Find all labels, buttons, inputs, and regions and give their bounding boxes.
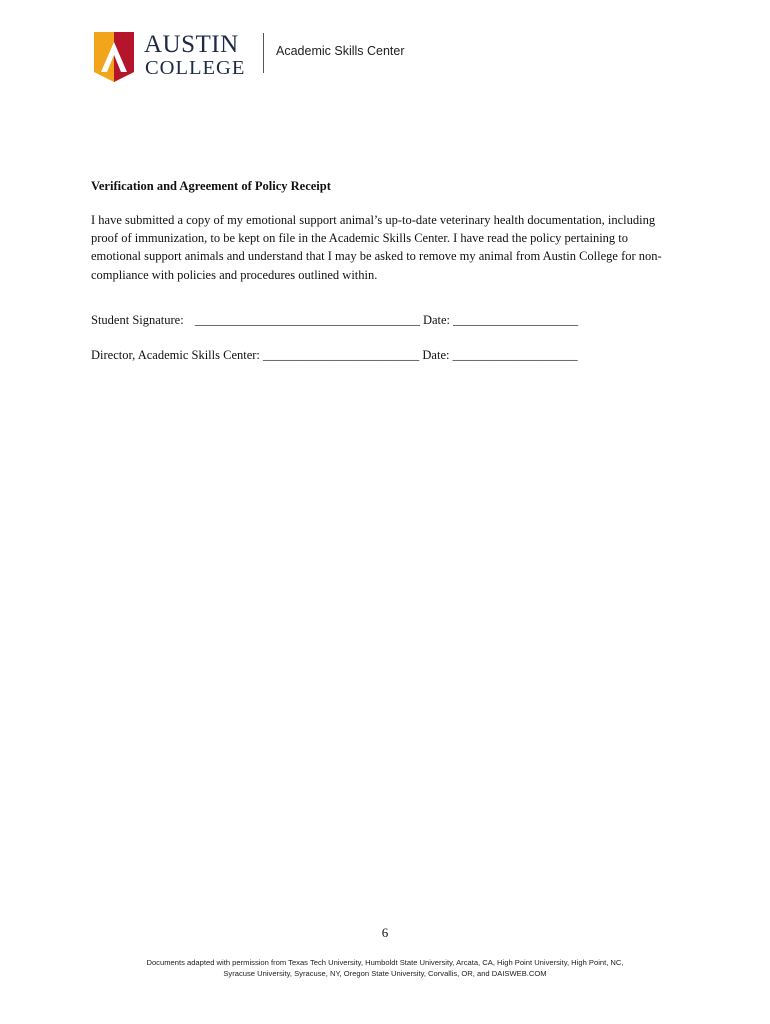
director-date-line[interactable]: ____________________ [452, 347, 578, 362]
student-date-line[interactable]: ____________________ [453, 312, 579, 327]
document-body [91, 178, 681, 363]
logo-divider [263, 33, 264, 73]
department-name: Academic Skills Center [276, 44, 405, 58]
student-date-label: Date: [422, 312, 451, 327]
header-logo-block [93, 28, 413, 84]
footer-attribution [95, 957, 675, 979]
footer-line-1: Documents adapted with permission from Texas Tech University, Humboldt State University, Arcata, CA, High Point University, High Point, NC, [146, 958, 624, 967]
document-heading: Verification and Agreement of Policy Receipt [91, 179, 331, 193]
director-signature-label: Director, Academic Skills Center: [91, 347, 260, 362]
page-number [0, 925, 770, 941]
policy-statement: I have submitted a copy of my emotional support animal’s up-to-date veterinary health documentation, including proof of immunization, to be kept on file in the Academic Skills Center. I have read the policy pertaining to emotional support animals and understand that I may be asked to remove my animal from Austin College for non-compliance with policies and procedures outlined within. [91, 213, 662, 282]
svg-text:AUSTIN: AUSTIN [144, 31, 239, 58]
student-signature-row [91, 312, 681, 328]
page-number-value: 6 [381, 925, 389, 940]
svg-text:COLLEGE: COLLEGE [145, 57, 246, 79]
austin-college-logo [93, 28, 258, 84]
student-signature-label: Student Signature: [91, 312, 184, 327]
director-date-label: Date: [422, 347, 450, 362]
director-signature-line[interactable]: _________________________ [263, 347, 420, 362]
footer-line-2: Syracuse University, Syracuse, NY, Oregon State University, Corvallis, OR, and DAISWEB.COM [223, 969, 547, 978]
director-signature-row [91, 347, 681, 363]
student-signature-line[interactable]: ____________________________________ [194, 312, 420, 327]
